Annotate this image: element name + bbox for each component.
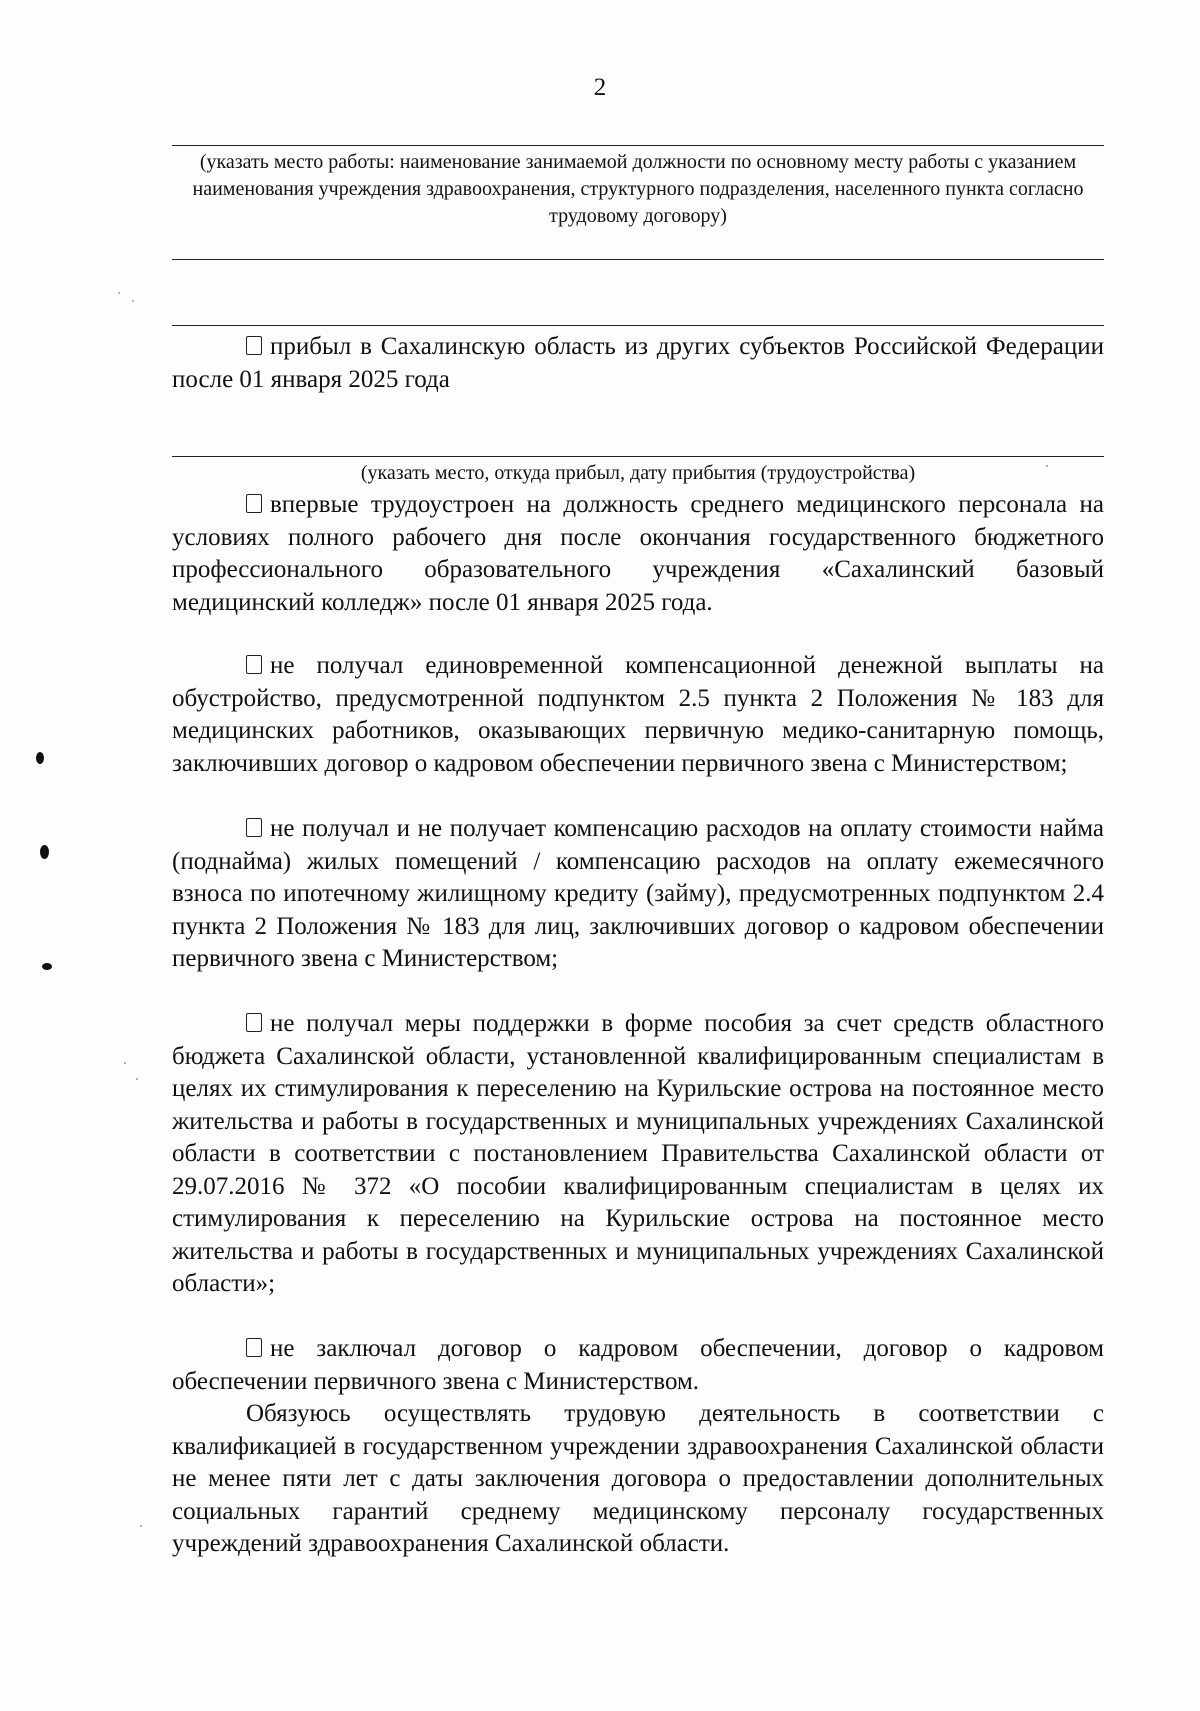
scan-dust — [132, 300, 134, 302]
condition-item-text: не получал единовременной компенсационной денежной выплаты на обустройство, предусмотренной подпунктом 2.5 пункта 2 Положения № 183 для медицинских работников, оказывающих первичную медико-санитарную помощь, заключивших договор о кадровом обеспечении первичного звена с Министерством; — [172, 652, 1104, 777]
condition-item-kuril-allowance — [172, 1008, 1104, 1301]
checkbox-icon[interactable] — [246, 494, 262, 513]
checkbox-icon[interactable] — [246, 818, 262, 837]
workplace-line — [172, 145, 1104, 146]
condition-item-text: не получал меры поддержки в форме пособия за счет средств областного бюджета Сахалинской области, установленной квалифицированным специалистам в целях их стимулирования к переселению на Курильские острова на постоянное место жительства и работы в государственных и муниципальных учреждениях Сахалинской области в соответствии с постановлением Правительства Сахалинской области от 29.07.2016 № 372 «О пособии квалифицированным специалистам в целях их стимулирования к переселению на Курильские острова на постоянное место жительства и работы в государственных и муниципальных учреждениях Сахалинской области»; — [172, 1010, 1104, 1297]
scan-dust — [140, 1525, 142, 1527]
condition-item-housing-compensation — [172, 813, 1104, 976]
scan-speck — [42, 963, 52, 970]
arrived-item-text: прибыл в Сахалинскую область из других субъектов Российской Федерации после 01 января 2025 года — [172, 333, 1104, 393]
page-number: 2 — [593, 74, 607, 101]
scan-dust — [118, 292, 120, 294]
scan-dust — [124, 1062, 126, 1064]
condition-item-text: не получал и не получает компенсацию расходов на оплату стоимости найма (поднайма) жилых помещений / компенсацию расходов на оплату ежемесячного взноса по ипотечному жилищному кредиту (займу), предусмотренных подпунктом 2.4 пункта 2 Положения № 183 для лиц, заключивших договор о кадровом обеспечении первичного звена с Министерством; — [172, 815, 1104, 972]
arrival-caption: (указать место, откуда прибыл, дату прибытия (трудоустройства) — [360, 462, 916, 484]
arrived-item — [172, 331, 1104, 396]
checkbox-icon[interactable] — [246, 336, 262, 355]
blank-line-2 — [172, 325, 1104, 326]
checkbox-icon[interactable] — [246, 1013, 262, 1032]
condition-item-no-contract — [172, 1333, 1104, 1398]
scan-dust — [136, 1078, 138, 1080]
condition-item-text: не заключал договор о кадровом обеспечении, договор о кадровом обеспечении первичного звена с Министерством. — [172, 1335, 1104, 1395]
scan-speck — [40, 845, 49, 859]
workplace-caption: (указать место работы: наименование занимаемой должности по основному месту работы с указанием наименования учреждения здравоохранения, структурного подразделения, населенного пункта согласно трудовому договору) — [192, 151, 1084, 227]
condition-item-first-employment — [172, 489, 1104, 619]
blank-line-1 — [172, 259, 1104, 260]
condition-item-text: впервые трудоустроен на должность среднего медицинского персонала на условиях полного рабочего дня после окончания государственного бюджетного профессионального образовательного учреждения «Сахалинский базовый медицинский колледж» после 01 января 2025 года. — [172, 491, 1104, 616]
checkbox-icon[interactable] — [246, 655, 262, 674]
scan-speck — [36, 752, 44, 764]
condition-item-compensation-payment — [172, 650, 1104, 780]
obligation-paragraph: Обязуюсь осуществлять трудовую деятельность в соответствии с квалификацией в государственном учреждении здравоохранения Сахалинской области не менее пяти лет с даты заключения договора о предоставлении дополнительных социальных гарантий среднему медицинскому персоналу государственных учреждений здравоохранения Сахалинской области. — [172, 1400, 1104, 1557]
scan-dust — [1046, 465, 1048, 467]
checkbox-icon[interactable] — [246, 1338, 262, 1357]
arrival-line — [172, 456, 1104, 457]
